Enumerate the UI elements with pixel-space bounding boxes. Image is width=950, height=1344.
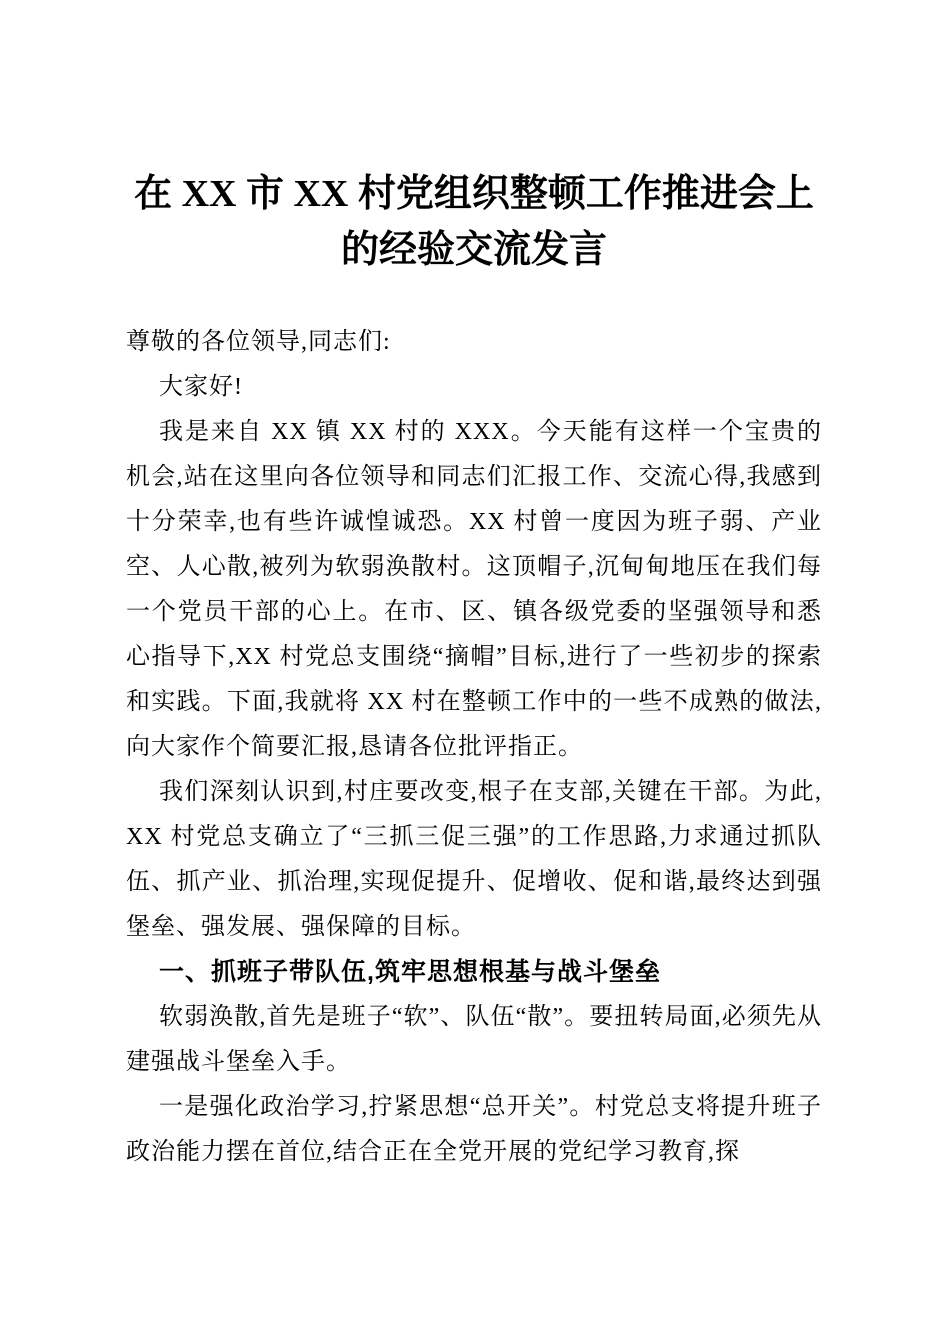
paragraph-section1-lead: 软弱涣散,首先是班子“软”、队伍“散”。要扭转局面,必须先从建强战斗堡垒入手。 [126, 1004, 822, 1075]
document-body [126, 320, 822, 1175]
document-title-line-1: 在 XX 市 XX 村党组织整顿工作推进会上 [134, 173, 814, 215]
paragraph-intro: 我是来自 XX 镇 XX 村的 XXX。今天能有这样一个宝贵的机会,站在这里向各位领导和同志们汇报工作、交流心得,我感到十分荣幸,也有些许诚惶诚恐。XX 村曾一度因为班子弱、产业空、人心散,被列为软弱涣散村。这顶帽子,沉甸甸地压在我们每一个党员干部的心上。在市、区、镇各级党委的坚强领导和悉心指导下,XX 村党总支围绕“摘帽”目标,进行了一些初步的探索和实践。下面,我就将 XX 村在整顿工作中的一些不成熟的做法,向大家作个简要汇报,恳请各位批评指正。 [126, 419, 822, 760]
document-title-line-2: 的经验交流发言 [340, 229, 607, 271]
document-title [126, 166, 822, 278]
paragraph-work-approach: 我们深刻认识到,村庄要改变,根子在支部,关键在干部。为此,XX 村党总支确立了“三抓三促三强”的工作思路,力求通过抓队伍、抓产业、抓治理,实现促提升、促增收、促和谐,最终达到强堡垒、强发展、强保障的目标。 [126, 779, 822, 940]
paragraph-section1-point1: 一是强化政治学习,拧紧思想“总开关”。村党总支将提升班子政治能力摆在首位,结合正在全党开展的党纪学习教育,探 [126, 1094, 822, 1165]
paragraph-salutation: 尊敬的各位领导,同志们: [126, 329, 391, 355]
paragraph-greeting: 大家好! [159, 374, 243, 400]
section-heading-1: 一、抓班子带队伍,筑牢思想根基与战斗堡垒 [159, 958, 661, 986]
